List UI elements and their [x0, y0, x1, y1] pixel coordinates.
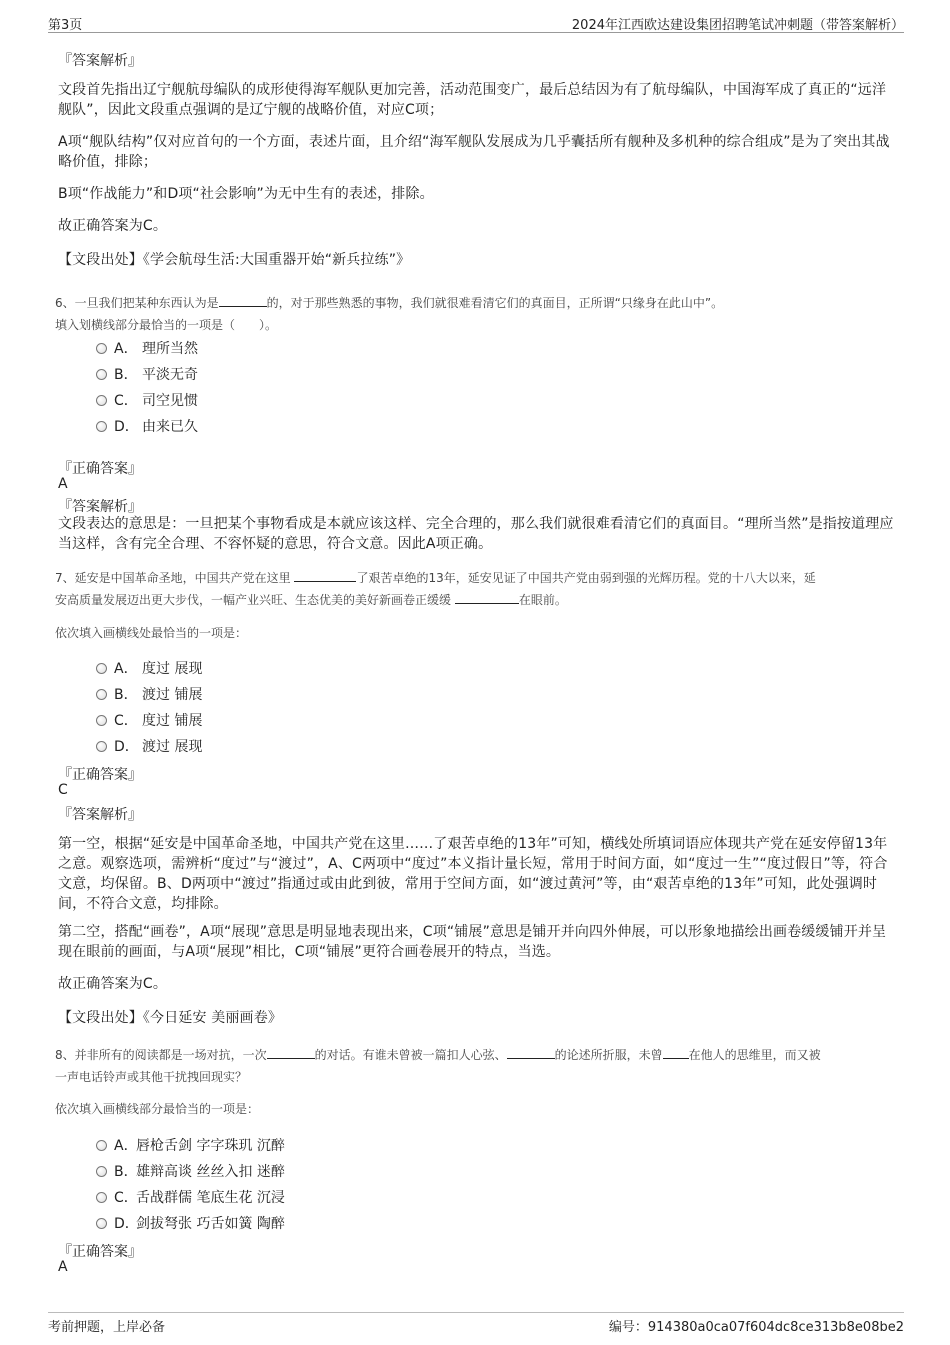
q6-prompt: 填入划横线部分最恰当的一项是（ ）。	[55, 318, 278, 332]
q8-stem-part-b: 的对话。有谁未曾被一篇扣人心弦、	[314, 1048, 507, 1062]
q7-source: 【文段出处】《今日延安 美丽画卷》	[58, 1010, 282, 1026]
q6-analysis-label: 『答案解析』	[58, 499, 142, 515]
option-letter: C．	[114, 713, 138, 729]
radio-icon[interactable]	[96, 715, 107, 726]
page-footer	[48, 1312, 904, 1335]
q8-option-c[interactable]	[96, 1187, 285, 1207]
radio-icon[interactable]	[96, 663, 107, 674]
option-letter: C．	[114, 1190, 138, 1206]
q7-stem-part-b: 了艰苦卓绝的13年，延安见证了中国共产党由弱到强的光辉历程。党的十八大以来，延	[356, 571, 816, 585]
q7-analysis-label: 『答案解析』	[58, 807, 142, 823]
option-text: 渡过 铺展	[142, 687, 203, 703]
q7-option-b[interactable]	[96, 684, 202, 704]
radio-icon[interactable]	[96, 1192, 107, 1203]
q5-analysis-label: 『答案解析』	[58, 53, 142, 69]
q6-analysis: 文段表达的意思是：一旦把某个事物看成是本就应该这样、完全合理的，那么我们就很难看清它们的真面目。“理所当然”是指按道理应当这样，含有完全合理、不容怀疑的意思，符合文意。因此A项正确。	[58, 516, 894, 552]
q6-option-d[interactable]	[96, 416, 198, 436]
option-text: 由来已久	[142, 419, 198, 435]
option-text: 剑拔弩张 巧舌如簧 陶醉	[136, 1216, 285, 1232]
option-letter: D．	[114, 739, 139, 755]
q8-answer-label: 『正确答案』	[58, 1244, 142, 1260]
q8-option-a[interactable]	[96, 1135, 285, 1155]
option-letter: B．	[114, 1164, 138, 1180]
q6-option-a[interactable]	[96, 338, 198, 358]
radio-icon[interactable]	[96, 395, 107, 406]
radio-icon[interactable]	[96, 1166, 107, 1177]
q8-stem-part-c: 的论述所折服，未曾	[554, 1048, 663, 1062]
q5-analysis-p1: 文段首先指出辽宁舰航母编队的成形使得海军舰队更加完善，活动范围变广，最后总结因为有了航母编队，中国海军成了真正的“远洋舰队”，因此文段重点强调的是辽宁舰的战略价值，对应C项；	[58, 82, 887, 118]
option-letter: A．	[114, 1138, 138, 1154]
radio-icon[interactable]	[96, 741, 107, 752]
q7-option-d[interactable]	[96, 736, 202, 756]
q7-stem-part-d: 在眼前。	[518, 593, 567, 607]
document-id: 编号：914380a0ca07f604dc8ce313b8e08be2	[608, 1320, 904, 1335]
fill-blank	[507, 1046, 555, 1059]
fill-blank	[455, 591, 519, 604]
option-letter: A．	[114, 341, 138, 357]
q7-stem-line2	[55, 591, 567, 608]
q8-option-d[interactable]	[96, 1213, 285, 1233]
q7-stem-part-c: 安高质量发展迈出更大步伐，一幅产业兴旺、生态优美的美好新画卷正缓缓	[55, 593, 452, 607]
page-header	[48, 12, 904, 33]
q8-option-b[interactable]	[96, 1161, 285, 1181]
option-text: 渡过 展现	[142, 739, 203, 755]
q8-stem-line2: 一声电话铃声或其他干扰拽回现实？	[55, 1070, 248, 1084]
q7-answer-label: 『正确答案』	[58, 767, 142, 783]
option-text: 度过 展现	[142, 661, 203, 677]
option-letter: C．	[114, 393, 138, 409]
option-letter: B．	[114, 687, 138, 703]
option-text: 雄辩高谈 丝丝入扣 迷醉	[136, 1164, 285, 1180]
q8-stem-part-a: 8、并非所有的阅读都是一场对抗，一次	[55, 1048, 267, 1062]
fill-blank	[663, 1046, 689, 1059]
option-text: 舌战群儒 笔底生花 沉浸	[136, 1190, 285, 1206]
option-letter: D．	[114, 1216, 139, 1232]
q6-stem-part-a: 6、一旦我们把某种东西认为是	[55, 296, 219, 310]
q5-conclusion: 故正确答案为C。	[58, 218, 167, 234]
option-text: 司空见惯	[142, 393, 198, 409]
q7-answer: C	[58, 782, 68, 798]
q8-prompt: 依次填入画横线部分最恰当的一项是：	[55, 1102, 260, 1116]
option-text: 理所当然	[142, 341, 198, 357]
option-letter: D．	[114, 419, 139, 435]
q7-stem-part-a: 7、延安是中国革命圣地，中国共产党在这里	[55, 571, 291, 585]
q7-conclusion: 故正确答案为C。	[58, 976, 167, 992]
document-title: 2024年江西欧达建设集团招聘笔试冲刺题（带答案解析）	[571, 18, 904, 33]
q8-stem-part-d: 在他人的思维里，而又被	[688, 1048, 821, 1062]
option-letter: B．	[114, 367, 138, 383]
q7-analysis-p2: 第二空，搭配“画卷”，A项“展现”意思是明显地表现出来，C项“铺展”意思是铺开并向四外伸展，可以形象地描绘出画卷缓缓铺开并呈现在眼前的画面，与A项“展现”相比，C项“铺展”更符合画卷展开的特点，当选。	[58, 924, 887, 960]
option-text: 平淡无奇	[142, 367, 198, 383]
q7-stem-line1	[55, 569, 816, 586]
q6-answer: A	[58, 476, 68, 492]
q5-analysis-p2: A项“舰队结构”仅对应首句的一个方面，表述片面，且介绍“海军舰队发展成为几乎囊括所有舰种及多机种的综合组成”是为了突出其战略价值，排除；	[58, 134, 890, 170]
radio-icon[interactable]	[96, 689, 107, 700]
footer-slogan: 考前押题，上岸必备	[48, 1320, 166, 1335]
fill-blank	[294, 569, 356, 582]
q5-analysis-p3: B项“作战能力”和D项“社会影响”为无中生有的表述，排除。	[58, 186, 434, 202]
radio-icon[interactable]	[96, 369, 107, 380]
q5-source: 【文段出处】《学会航母生活:大国重器开始“新兵拉练”》	[58, 252, 411, 268]
q7-option-c[interactable]	[96, 710, 202, 730]
option-text: 度过 铺展	[142, 713, 203, 729]
fill-blank	[219, 294, 267, 307]
radio-icon[interactable]	[96, 1218, 107, 1229]
option-letter: A．	[114, 661, 138, 677]
q7-analysis-p1: 第一空，根据“延安是中国革命圣地，中国共产党在这里……了艰苦卓绝的13年”可知，横线处所填词语应体现共产党在延安停留13年之意。观察选项，需辨析“度过”与“渡过”，A、C两项中“度过”本义指计量长短，常用于时间方面，如“度过一生”“度过假日”等，符合文意，均保留。B、D两项中“渡过”指通过或由此到彼，常用于空间方面，如“渡过黄河”等，由“艰苦卓绝的13年”可知，此处强调时间，不符合文意，均排除。	[58, 836, 888, 912]
fill-blank	[267, 1046, 315, 1059]
page-number: 第3页	[48, 18, 83, 33]
q7-prompt: 依次填入画横线处最恰当的一项是：	[55, 626, 248, 640]
q6-answer-label: 『正确答案』	[58, 461, 142, 477]
radio-icon[interactable]	[96, 343, 107, 354]
q6-stem	[55, 294, 723, 311]
radio-icon[interactable]	[96, 1140, 107, 1151]
option-text: 唇枪舌剑 字字珠玑 沉醉	[136, 1138, 285, 1154]
q7-option-a[interactable]	[96, 658, 202, 678]
radio-icon[interactable]	[96, 421, 107, 432]
q8-answer: A	[58, 1259, 68, 1275]
q6-option-b[interactable]	[96, 364, 198, 384]
q6-stem-part-b: 的，对于那些熟悉的事物，我们就很难看清它们的真面目，正所谓“只缘身在此山中”。	[266, 296, 724, 310]
q6-option-c[interactable]	[96, 390, 198, 410]
q8-stem-line1	[55, 1046, 821, 1063]
